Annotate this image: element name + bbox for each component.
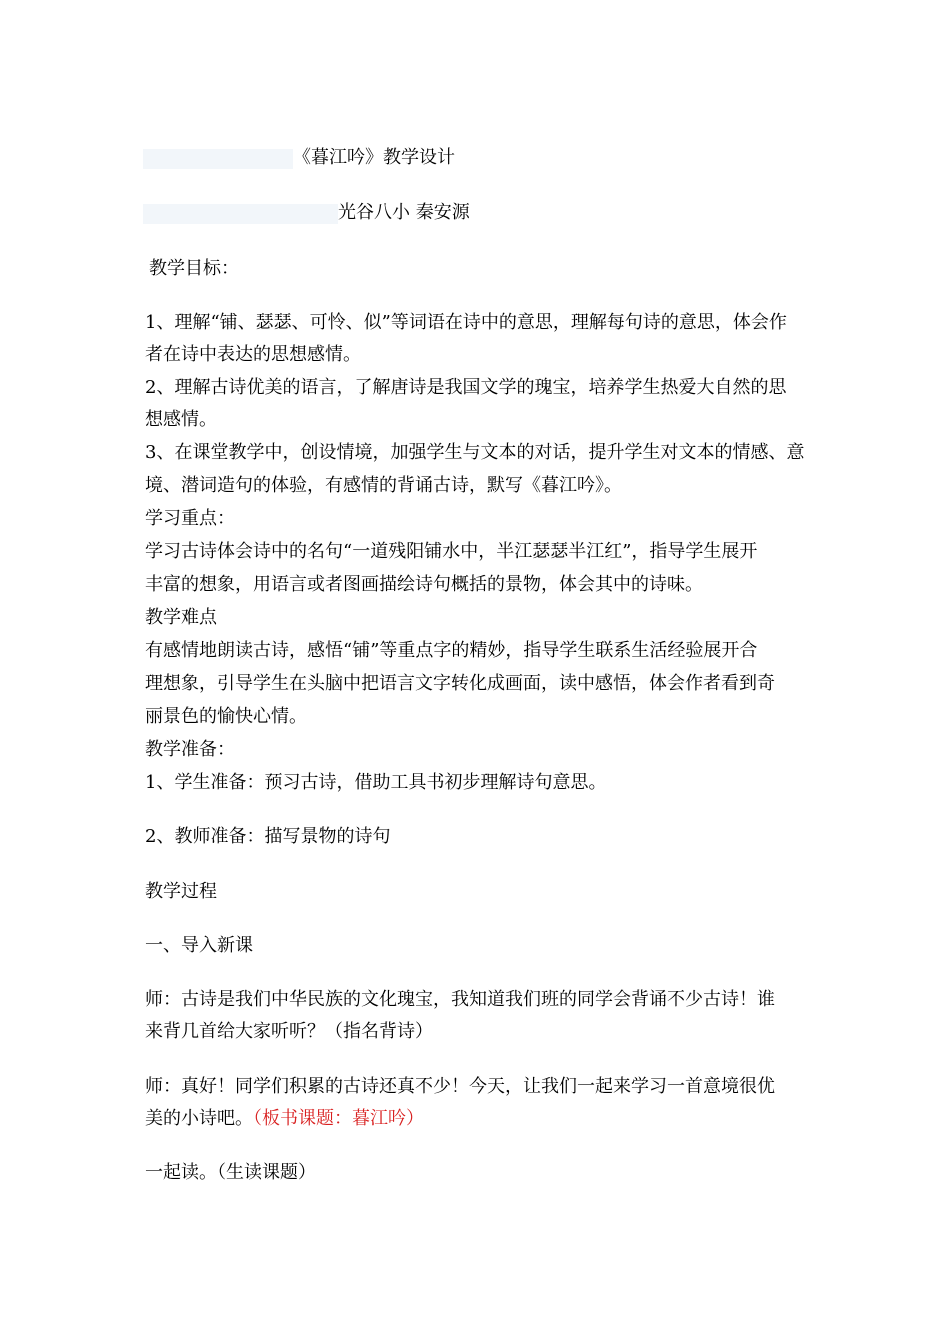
prep-heading: 教学准备： [145, 739, 235, 760]
objective-3-line-2: 境、潜词造句的体验，有感情的背诵古诗，默写《暮江吟》。 [145, 475, 622, 496]
doc-title: 《暮江吟》教学设计 [293, 147, 455, 168]
objective-2-line-2: 想感情。 [145, 409, 217, 430]
blackboard-note: （板书课题：暮江吟） [253, 1108, 424, 1129]
teacher-2-line-2-text: 美的小诗吧。 [145, 1108, 253, 1129]
focus-line-1: 学习古诗体会诗中的名句“一道残阳铺水中，半江瑟瑟半江红”，指导学生展开 [145, 541, 758, 562]
teacher-1-line-1: 师：古诗是我们中华民族的文化瑰宝，我知道我们班的同学会背诵不少古诗！谁 [145, 989, 775, 1010]
teacher-2-line-1: 师：真好！同学们积累的古诗还真不少！今天，让我们一起来学习一首意境很优 [145, 1076, 775, 1097]
difficulty-line-3: 丽景色的愉快心情。 [145, 706, 307, 727]
author-highlight [143, 204, 338, 224]
objective-1-line-2: 者在诗中表达的思想感情。 [145, 344, 361, 365]
objective-3-line-1: 3、在课堂教学中，创设情境，加强学生与文本的对话，提升学生对文本的情感、意 [145, 442, 805, 463]
objective-1-line-1: 1、理解“铺、瑟瑟、可怜、似”等词语在诗中的意思，理解每句诗的意思，体会作 [145, 312, 787, 333]
prep-1: 1、学生准备：预习古诗，借助工具书初步理解诗句意思。 [145, 772, 607, 793]
objectives-heading: 教学目标： [149, 258, 239, 279]
difficulty-line-1: 有感情地朗读古诗，感悟“铺”等重点字的精妙，指导学生联系生活经验展开合 [145, 640, 758, 661]
prep-2: 2、教师准备：描写景物的诗句 [145, 826, 391, 847]
doc-author: 光谷八小 秦安源 [338, 202, 470, 223]
difficulty-heading: 教学难点 [145, 607, 217, 628]
title-highlight [143, 149, 293, 169]
process-heading: 教学过程 [145, 881, 217, 902]
focus-line-2: 丰富的想象，用语言或者图画描绘诗句概括的景物，体会其中的诗味。 [145, 574, 703, 595]
teacher-1-line-2: 来背几首给大家听听？（指名背诗） [145, 1021, 433, 1042]
objective-2-line-1: 2、理解古诗优美的语言，了解唐诗是我国文学的瑰宝，培养学生热爱大自然的思 [145, 377, 787, 398]
difficulty-line-2: 理想象，引导学生在头脑中把语言文字转化成画面，读中感悟，体会作者看到奇 [145, 673, 775, 694]
focus-heading: 学习重点： [145, 508, 235, 529]
teacher-2-line-2 [145, 1108, 424, 1130]
section-1-heading: 一、导入新课 [145, 935, 253, 956]
read-together: 一起读。（生读课题） [145, 1162, 316, 1183]
